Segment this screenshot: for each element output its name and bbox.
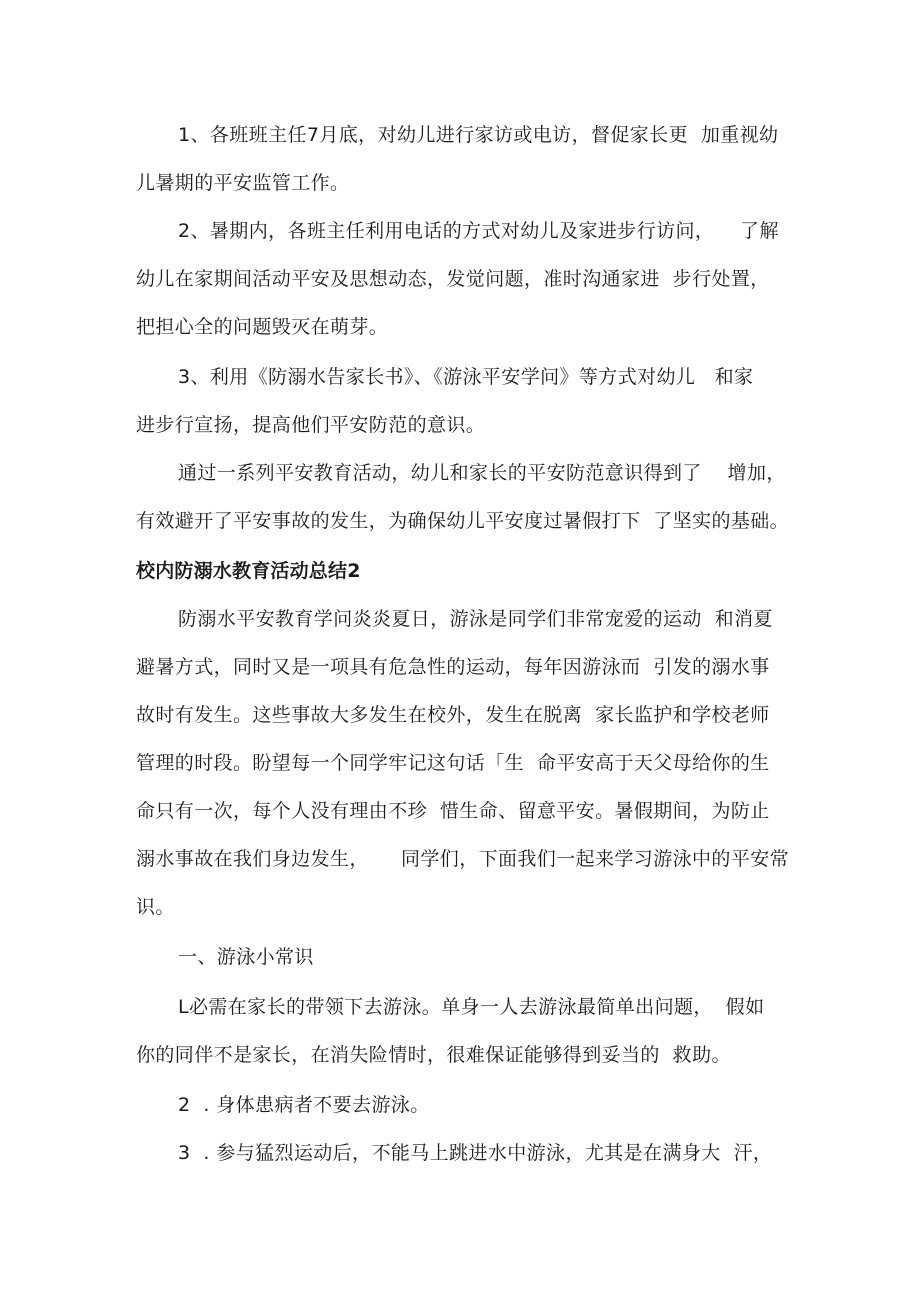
paragraph-5-line-7: 识。 <box>136 896 175 918</box>
paragraph-5-line-6: 溺水事故在我们身边发生， 同学们，下面我们一起来学习游泳中的平安常 <box>136 848 789 870</box>
paragraph-5-line-2: 避暑方式，同时又是一项具有危急性的运动，每年因游泳而 引发的溺水事 <box>136 656 770 678</box>
tip-1-line-1: L必需在家长的带领下去游泳。单身一人去游泳最简单出问题， 假如 <box>178 996 765 1018</box>
section-heading: 校内防溺水教育活动总结2 <box>136 560 361 582</box>
paragraph-1-line-1: 1、各班班主任7月底，对幼儿进行家访或电访，督促家长更 加重视幼 <box>178 124 779 146</box>
tip-3-line-1: 3 . 参与猛烈运动后，不能马上跳进水中游泳，尤其是在满身大 汗， <box>178 1142 773 1164</box>
tip-1-line-2: 你的同伴不是家长，在消失险情时，很难保证能够得到妥当的 救助。 <box>136 1044 731 1066</box>
paragraph-1-line-2: 儿暑期的平安监管工作。 <box>136 172 350 194</box>
paragraph-3-line-1: 3、利用《防溺水告家长书》、《游泳平安学问》等方式对幼儿 和家 <box>178 366 754 388</box>
paragraph-3-line-2: 进步行宣扬，提高他们平安防范的意识。 <box>136 414 486 436</box>
paragraph-5-line-4: 管理的时段。盼望每一个同学牢记这句话「生 命平安高于天父母给你的生 <box>136 752 770 774</box>
paragraph-4-line-1: 通过一系列平安教育活动，幼儿和家长的平安防范意识得到了 增加， <box>178 462 786 484</box>
paragraph-2-line-3: 把担心全的问题毁灭在萌芽。 <box>136 316 389 338</box>
paragraph-2-line-1: 2、暑期内，各班主任利用电话的方式对幼儿及家进步行访问， 了解 <box>178 220 779 242</box>
paragraph-2-line-2: 幼儿在家期间活动平安及思想动态，发觉问题，准时沟通家进 步行处置， <box>136 268 770 290</box>
tip-2: 2 . 身体患病者不要去游泳。 <box>178 1094 430 1116</box>
paragraph-5-line-5: 命只有一次，每个人没有理由不珍 惜生命、留意平安。暑假期间，为防止 <box>136 800 770 822</box>
paragraph-4-line-2: 有效避开了平安事故的发生，为确保幼儿平安度过暑假打下 了坚实的基础。 <box>136 510 790 532</box>
paragraph-5-line-3: 故时有发生。这些事故大多发生在校外，发生在脱离 家长监护和学校老师 <box>136 704 770 726</box>
paragraph-5-line-1: 防溺水平安教育学问炎炎夏日，游泳是同学们非常宠爱的运动 和消夏 <box>178 608 773 630</box>
subheading-swimming-tips: 一、游泳小常识 <box>178 946 314 968</box>
